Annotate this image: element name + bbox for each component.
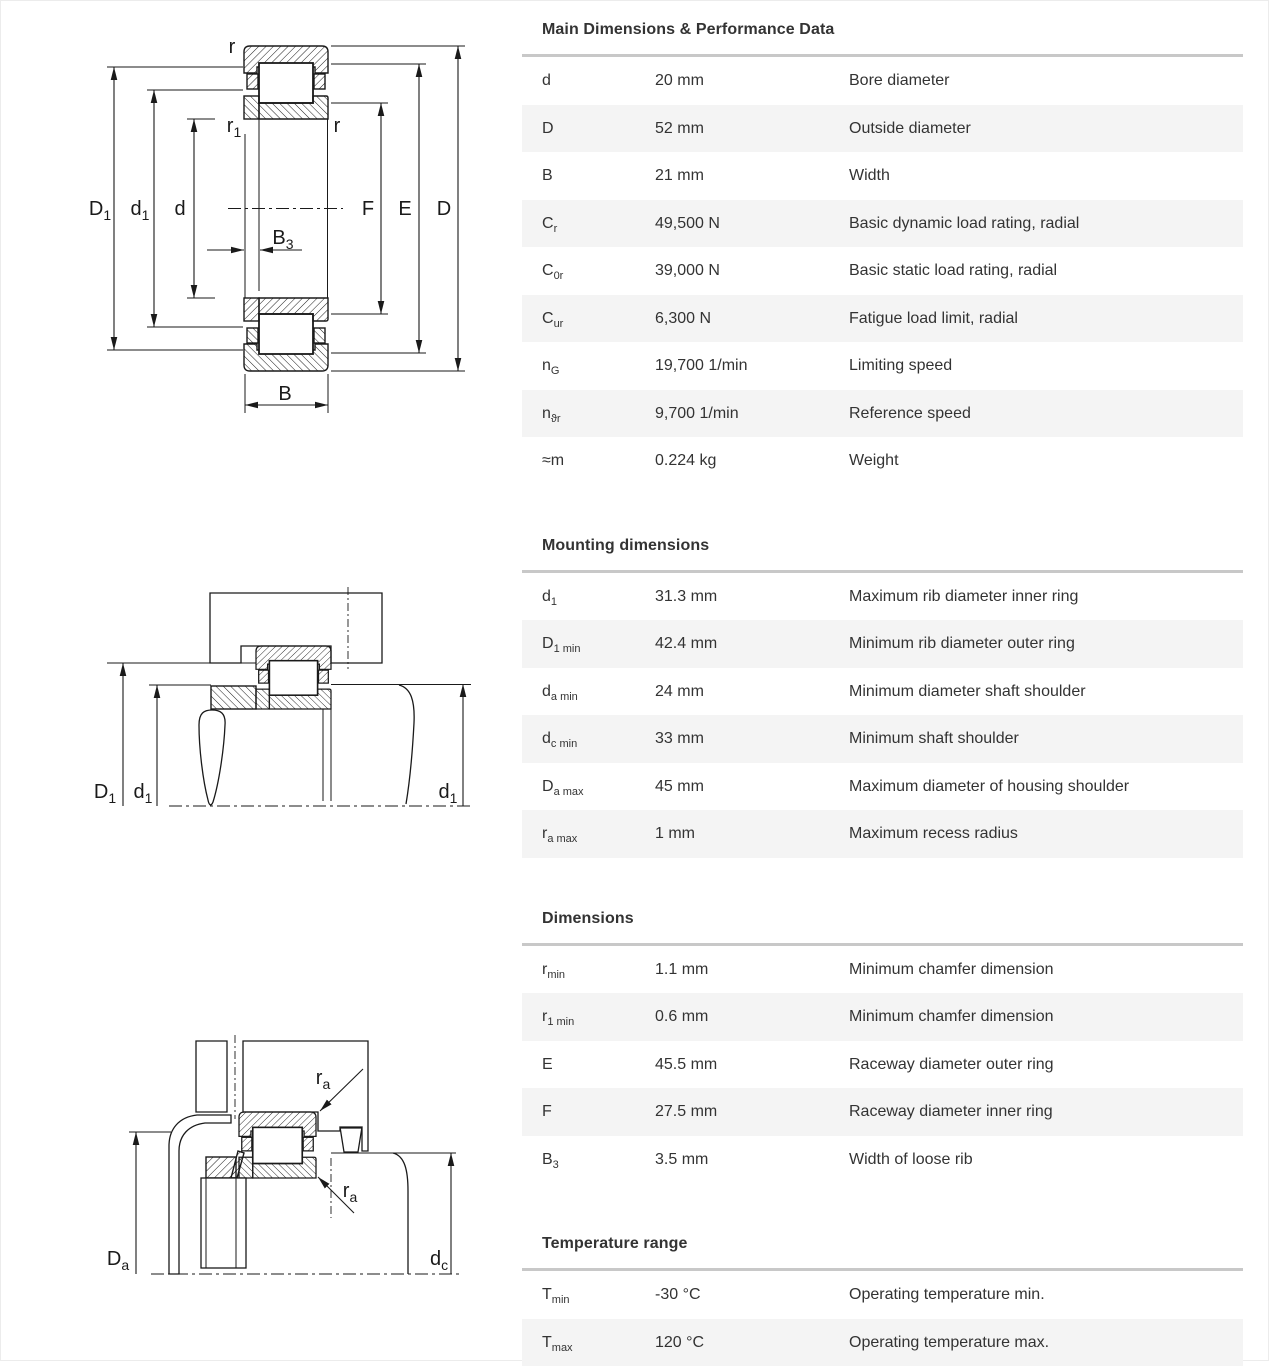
spec-symbol: $T_{max}$ bbox=[542, 1333, 573, 1354]
drawing-shaft-mounting bbox=[107, 1035, 463, 1274]
spec-row bbox=[522, 390, 1243, 438]
spec-section bbox=[522, 21, 1243, 485]
section-title: Dimensions bbox=[542, 909, 634, 927]
dim-label-ra-top: $r_a$ bbox=[315, 1067, 331, 1092]
spec-description: Minimum chamfer dimension bbox=[849, 1008, 1054, 1026]
spec-symbol: $r_{min}$ bbox=[542, 960, 566, 981]
spec-row bbox=[522, 1271, 1243, 1319]
spec-symbol: $n_G$ bbox=[542, 357, 560, 378]
spec-symbol: $r_{1 min}$ bbox=[542, 1008, 575, 1029]
dim-label-F: F bbox=[361, 198, 375, 220]
section-title: Mounting dimensions bbox=[542, 536, 710, 554]
spec-row bbox=[522, 810, 1243, 858]
spec-description: Minimum rib diameter outer ring bbox=[849, 635, 1075, 653]
dim-label-r1: $r_1$ bbox=[226, 115, 242, 140]
spec-description: Width bbox=[849, 167, 890, 185]
spec-symbol: E bbox=[542, 1055, 553, 1073]
spec-value: 39,000 N bbox=[655, 262, 720, 280]
spec-symbol: $d_{c min}$ bbox=[542, 730, 578, 751]
spec-value: 1.1 mm bbox=[655, 960, 709, 978]
spec-description: Raceway diameter inner ring bbox=[849, 1103, 1053, 1121]
spec-value: 120 °C bbox=[655, 1333, 705, 1351]
spec-description: Operating temperature min. bbox=[849, 1286, 1045, 1304]
bearing-drawings-svg bbox=[1, 1, 511, 1362]
dim-label-D: D bbox=[436, 198, 452, 220]
spec-description: Minimum diameter shaft shoulder bbox=[849, 682, 1086, 700]
shaft-shoulder-curve bbox=[399, 685, 414, 804]
dim-label-d1-right: $d_1$ bbox=[438, 781, 458, 806]
dim-label-d1: $d_1$ bbox=[130, 198, 150, 223]
spec-row bbox=[522, 763, 1243, 811]
spec-row bbox=[522, 1319, 1243, 1367]
dim-label-D1-housing: $D_1$ bbox=[93, 781, 117, 806]
spec-description: Maximum recess radius bbox=[849, 825, 1018, 843]
spec-symbol: $B_3$ bbox=[542, 1150, 559, 1171]
spec-description: Maximum rib diameter inner ring bbox=[849, 587, 1079, 605]
spec-row bbox=[522, 1041, 1243, 1089]
spec-value: 42.4 mm bbox=[655, 635, 718, 653]
spec-section bbox=[522, 537, 1243, 858]
spec-row bbox=[522, 620, 1243, 668]
spec-symbol: d bbox=[542, 72, 551, 90]
spec-symbol: $D_{a max}$ bbox=[542, 777, 584, 798]
spec-value: 49,500 N bbox=[655, 214, 720, 232]
shaft-undercut bbox=[199, 710, 225, 805]
technical-drawings bbox=[1, 1, 511, 1362]
spec-symbol: F bbox=[542, 1103, 552, 1121]
drawing-front-section bbox=[89, 36, 465, 413]
spec-description: Operating temperature max. bbox=[849, 1333, 1050, 1351]
spec-row bbox=[522, 200, 1243, 248]
spec-row bbox=[522, 342, 1243, 390]
spec-row bbox=[522, 573, 1243, 621]
spec-row bbox=[522, 295, 1243, 343]
spec-value: 45 mm bbox=[655, 777, 704, 795]
spec-value: 21 mm bbox=[655, 167, 704, 185]
dim-label-B: B bbox=[278, 383, 292, 405]
spec-row bbox=[522, 57, 1243, 105]
shaft-curve bbox=[393, 1153, 408, 1274]
spec-row bbox=[522, 105, 1243, 153]
spec-description: Outside diameter bbox=[849, 119, 971, 137]
spec-description: Minimum chamfer dimension bbox=[849, 960, 1054, 978]
section-title: Main Dimensions & Performance Data bbox=[542, 21, 835, 38]
spec-symbol: $C_{0r}$ bbox=[542, 262, 564, 283]
dim-label-B3: $B_3$ bbox=[272, 227, 294, 252]
spec-symbol: $d_{a min}$ bbox=[542, 682, 578, 703]
dim-label-r-right: r bbox=[333, 115, 341, 137]
spec-symbol: B bbox=[542, 167, 553, 185]
dim-label-d1-left: $d_1$ bbox=[133, 781, 153, 806]
spec-value: 52 mm bbox=[655, 119, 704, 137]
spec-sections bbox=[522, 1, 1243, 1366]
dim-label-E: E bbox=[398, 198, 412, 220]
spec-value: 20 mm bbox=[655, 72, 704, 90]
spec-symbol: $r_{a max}$ bbox=[542, 825, 578, 846]
spec-row bbox=[522, 715, 1243, 763]
spec-description: Weight bbox=[849, 452, 899, 470]
spec-row bbox=[522, 247, 1243, 295]
spec-section bbox=[522, 1235, 1243, 1366]
spec-row bbox=[522, 1088, 1243, 1136]
spec-symbol: $n_{ϑr}$ bbox=[542, 404, 561, 425]
spec-value: 33 mm bbox=[655, 730, 704, 748]
section-title: Temperature range bbox=[542, 1235, 688, 1252]
spec-symbol: D bbox=[542, 119, 554, 137]
spec-symbol: $T_{min}$ bbox=[542, 1286, 570, 1307]
dim-label-Da: $D_a$ bbox=[106, 1248, 130, 1273]
spec-description: Minimum shaft shoulder bbox=[849, 730, 1019, 748]
spec-row bbox=[522, 946, 1243, 994]
spec-section bbox=[522, 910, 1243, 1184]
spec-value: 0.6 mm bbox=[655, 1008, 709, 1026]
spec-description: Raceway diameter outer ring bbox=[849, 1055, 1054, 1073]
dim-label-d: d bbox=[174, 198, 186, 220]
spec-row bbox=[522, 993, 1243, 1041]
spec-value: 9,700 1/min bbox=[655, 404, 739, 422]
spec-symbol: $C_r$ bbox=[542, 214, 558, 235]
spec-row bbox=[522, 668, 1243, 716]
dim-label-D1: $D_1$ bbox=[88, 198, 112, 223]
spec-value: 45.5 mm bbox=[655, 1055, 718, 1073]
spec-value: 3.5 mm bbox=[655, 1150, 709, 1168]
dim-label-r-top: r bbox=[228, 36, 236, 58]
spec-value: 24 mm bbox=[655, 682, 704, 700]
spec-value: 31.3 mm bbox=[655, 587, 718, 605]
spec-value: 1 mm bbox=[655, 825, 695, 843]
spec-row bbox=[522, 437, 1243, 485]
spec-value: 6,300 N bbox=[655, 309, 712, 327]
dim-label-ra-bottom: $r_a$ bbox=[342, 1180, 358, 1205]
locating-element bbox=[340, 1127, 362, 1152]
spec-description: Bore diameter bbox=[849, 72, 950, 90]
spec-symbol: $C_{ur}$ bbox=[542, 309, 564, 330]
spec-row bbox=[522, 1136, 1243, 1184]
spec-value: -30 °C bbox=[655, 1286, 701, 1304]
spec-description: Basic static load rating, radial bbox=[849, 262, 1058, 280]
spec-value: 27.5 mm bbox=[655, 1103, 718, 1121]
dim-label-dc: $d_c$ bbox=[429, 1248, 449, 1273]
spec-symbol: $D_{1 min}$ bbox=[542, 635, 581, 656]
spec-symbol: $d_1$ bbox=[542, 587, 558, 608]
spec-symbol: ≈m bbox=[542, 452, 565, 470]
spec-description: Reference speed bbox=[849, 404, 971, 422]
spec-value: 19,700 1/min bbox=[655, 357, 748, 375]
spec-row bbox=[522, 152, 1243, 200]
drawing-housing-mounting bbox=[94, 587, 473, 806]
spec-description: Width of loose rib bbox=[849, 1150, 973, 1168]
spec-description: Maximum diameter of housing shoulder bbox=[849, 777, 1130, 795]
spec-value: 0.224 kg bbox=[655, 452, 717, 470]
spec-description: Fatigue load limit, radial bbox=[849, 309, 1018, 327]
spec-description: Basic dynamic load rating, radial bbox=[849, 214, 1080, 232]
spec-description: Limiting speed bbox=[849, 357, 953, 375]
